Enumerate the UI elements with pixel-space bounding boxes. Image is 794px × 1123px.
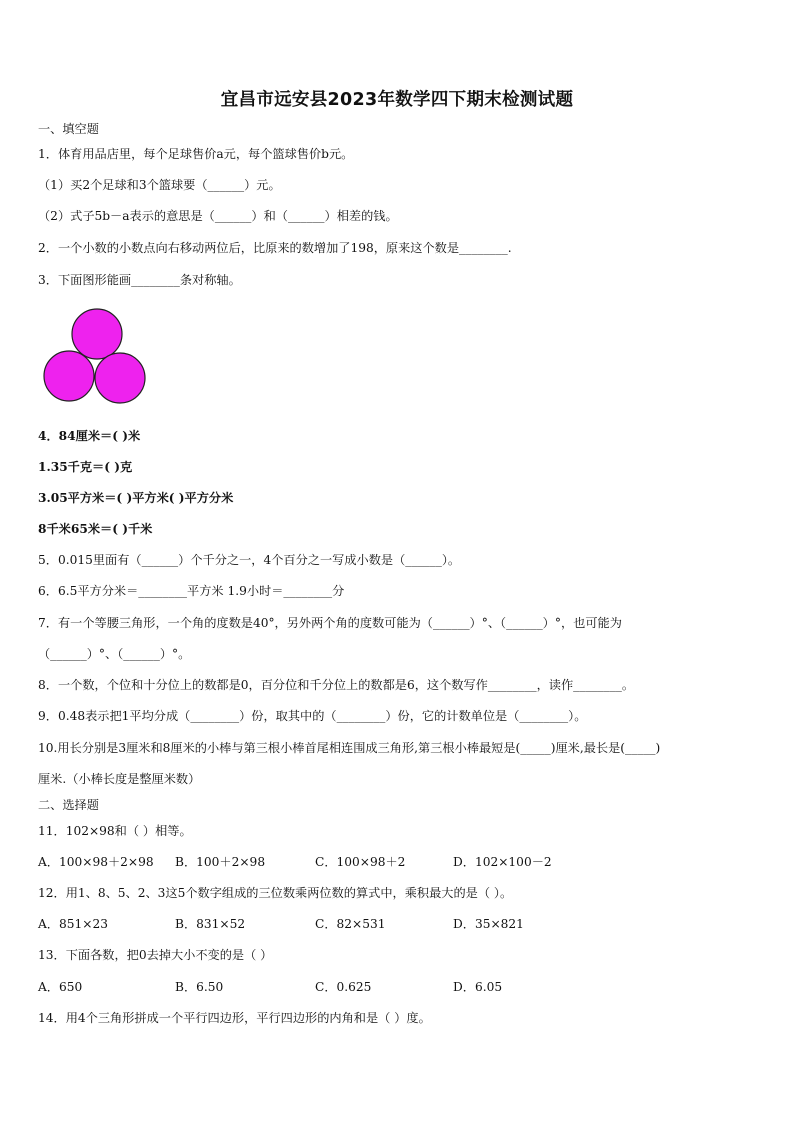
question-10-line-2: 厘米.（小棒长度是整厘米数） <box>38 772 201 786</box>
question-4-b: 1.35千克＝( )克 <box>38 460 133 474</box>
question-13: 13．下面各数，把0去掉大小不变的是（ ） <box>38 948 273 962</box>
question-11: 11．102×98和（ ）相等。 <box>38 824 192 838</box>
q13-option-c: C．0.625 <box>315 980 372 994</box>
question-1-part-1: （1）买2个足球和3个篮球要（______）元。 <box>38 178 281 192</box>
question-4-a: 4．84厘米＝( )米 <box>38 429 141 443</box>
question-4-c: 3.05平方米＝( )平方米( )平方分米 <box>38 491 234 505</box>
question-14: 14．用4个三角形拼成一个平行四边形，平行四边形的内角和是（ ）度。 <box>38 1011 431 1025</box>
q11-option-c: C．100×98＋2 <box>315 855 406 869</box>
question-7-line-1: 7．有一个等腰三角形，一个角的度数是40°，另外两个角的度数可能为（______）°、（______）°，也可能为 <box>38 616 622 630</box>
question-1: 1．体育用品店里，每个足球售价a元，每个篮球售价b元。 <box>38 147 354 161</box>
q11-option-a: A．100×98＋2×98 <box>38 855 154 869</box>
circle-bottom-left <box>44 351 94 401</box>
q13-option-a: A．650 <box>38 980 83 994</box>
q11-option-b: B．100＋2×98 <box>175 855 266 869</box>
section-fill-blank-heading: 一、填空题 <box>38 122 99 136</box>
question-5: 5．0.015里面有（______）个千分之一，4个百分之一写成小数是（______）。 <box>38 553 461 567</box>
page-title: 宜昌市远安县2023年数学四下期末检测试题 <box>220 90 574 110</box>
question-12: 12．用1、8、5、2、3这5个数字组成的三位数乘两位数的算式中，乘积最大的是（ ）。 <box>38 886 513 900</box>
q12-option-a: A．851×23 <box>38 917 108 931</box>
question-7-line-2: （______）°、（______）°。 <box>38 647 191 661</box>
circle-top <box>72 309 122 359</box>
circle-bottom-right <box>95 353 145 403</box>
three-circles-figure <box>38 305 150 407</box>
question-8: 8．一个数，个位和十分位上的数都是0，百分位和千分位上的数都是6，这个数写作________，读作________。 <box>38 678 635 692</box>
question-10-line-1: 10.用长分别是3厘米和8厘米的小棒与第三根小棒首尾相连围成三角形,第三根小棒最短是(_____)厘米,最长是(_____) <box>38 741 661 755</box>
q12-option-c: C．82×531 <box>315 917 386 931</box>
question-4-d: 8千米65米＝( )千米 <box>38 522 153 536</box>
q13-option-b: B．6.50 <box>175 980 224 994</box>
question-6: 6．6.5平方分米＝________平方米 1.9小时＝________分 <box>38 584 345 598</box>
question-2: 2．一个小数的小数点向右移动两位后，比原来的数增加了198，原来这个数是________. <box>38 241 512 255</box>
q12-option-b: B．831×52 <box>175 917 246 931</box>
question-3: 3．下面图形能画________条对称轴。 <box>38 273 241 287</box>
question-1-part-2: （2）式子5b－a表示的意思是（______）和（______）相差的钱。 <box>38 209 398 223</box>
q13-option-d: D．6.05 <box>453 980 503 994</box>
q12-option-d: D．35×821 <box>453 917 524 931</box>
section-choice-heading: 二、选择题 <box>38 798 99 812</box>
q11-option-d: D．102×100－2 <box>453 855 552 869</box>
question-9: 9．0.48表示把1平均分成（________）份，取其中的（________）份，它的计数单位是（________）。 <box>38 709 587 723</box>
